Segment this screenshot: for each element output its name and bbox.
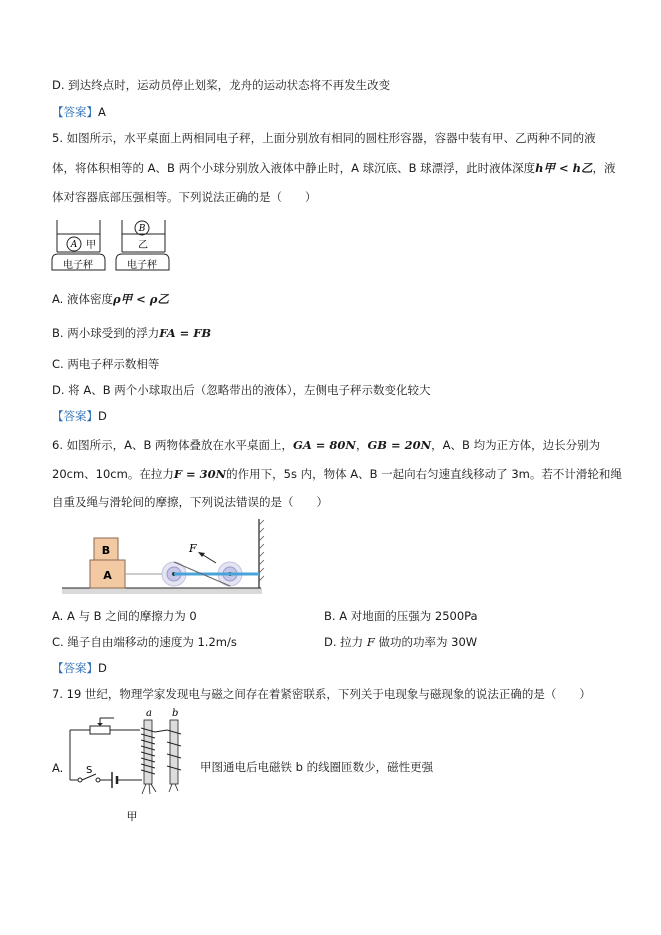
q6-stem-text-end: ，A、B 均为正方体，边长分别为 [431, 438, 601, 452]
block-a-label: A [103, 569, 112, 582]
q5-figure [50, 216, 175, 276]
rheostat [90, 726, 110, 734]
q6-stem-text: 6. 如图所示，A、B 两物体叠放在水平桌面上， [52, 438, 294, 452]
magnet-a-label: a [146, 708, 152, 719]
q6-stem-line3: 自重及绳与滑轮间的摩擦，下列说法错误的是（ ） [52, 495, 328, 509]
figure-caption: 甲 [126, 810, 138, 823]
q7-option-a-label: A. [52, 761, 64, 775]
answer-value: A [98, 105, 106, 119]
q5-answer [52, 408, 107, 424]
magnet-b-label: b [172, 708, 179, 719]
q5-stem-line2 [52, 160, 616, 176]
q6-stem-line2 [52, 466, 622, 482]
answer-value: D [98, 409, 107, 423]
q6-option-d-text: D. 拉力 [324, 635, 367, 649]
ball-a-label: A [70, 240, 78, 250]
q5-option-b-math: FA = FB [159, 326, 212, 340]
q5-option-a-math: ρ甲 < ρ乙 [112, 292, 169, 306]
scale-right-label: 电子秤 [127, 260, 157, 271]
q6-option-d [324, 634, 477, 650]
q5-stem-line3: 体对容器底部压强相等。下列说法正确的是（ ） [52, 190, 317, 204]
block-b-label: B [101, 544, 111, 557]
q6-gb: GB = 20N [367, 438, 432, 452]
q6-option-c: C. 绳子自由端移动的速度为 1.2m/s [52, 635, 237, 649]
force-label: F [189, 542, 197, 555]
liquid-b-label: 乙 [138, 240, 148, 251]
q7-figure [62, 706, 200, 826]
q7-stem: 7. 19 世纪，物理学家发现电与磁之间存在着紧密联系，下列关于电现象与磁现象的说法正确的是（ ） [52, 687, 591, 701]
q5-stem-text-end: ，液 [592, 161, 616, 175]
answer-label: 【答案】 [52, 409, 98, 423]
q7-option-a-text: 甲图通电后电磁铁 b 的线圈匝数少，磁性更强 [200, 760, 434, 774]
q5-option-a [52, 291, 169, 307]
q5-depth-relation: h甲 < h乙 [535, 161, 593, 175]
q6-figure [58, 515, 268, 595]
ball-b-label: B [138, 224, 146, 234]
q4-answer [52, 104, 106, 120]
answer-label: 【答案】 [52, 661, 98, 675]
q6-option-a: A. A 与 B 之间的摩擦力为 0 [52, 609, 197, 623]
q6-option-d-f: F [366, 635, 375, 649]
scale-left-label: 电子秤 [63, 260, 93, 271]
q6-ga: GA = 80N [293, 438, 356, 452]
q6-option-b: B. A 对地面的压强为 2500Pa [324, 609, 478, 623]
q4-option-d: D. 到达终点时，运动员停止划桨，龙舟的运动状态将不再发生改变 [52, 78, 391, 92]
q6-stem-text2: 20cm、10cm。在拉力 [52, 467, 174, 481]
q6-stem-line1 [52, 437, 600, 453]
answer-value: D [98, 661, 107, 675]
q5-option-d: D. 将 A、B 两个小球取出后（忽略带出的液体），左侧电子秤示数变化较大 [52, 383, 431, 397]
q5-stem-line1: 5. 如图所示，水平桌面上两相同电子秤，上面分别放有相同的圆柱形容器，容器中装有甲、乙两种不同的液 [52, 131, 596, 145]
answer-label: 【答案】 [52, 105, 98, 119]
q5-option-b-text: B. 两小球受到的浮力 [52, 326, 160, 340]
q5-option-b [52, 325, 211, 341]
q6-sep: ， [355, 438, 368, 452]
q6-stem-text2-end: 的作用下，5s 内，物体 A、B 一起向右匀速直线移动了 3m。若不计滑轮和绳 [226, 467, 622, 481]
q5-option-c: C. 两电子秤示数相等 [52, 357, 160, 371]
q5-stem-text: 体，将体积相等的 A、B 两个小球分别放入液体中静止时，A 球沉底、B 球漂浮，此时液体深度 [52, 161, 536, 175]
q5-option-a-text: A. 液体密度 [52, 292, 113, 306]
electromagnet-b [170, 720, 178, 784]
q6-answer [52, 660, 107, 676]
q6-option-d-text-end: 做功的功率为 30W [374, 635, 478, 649]
switch-label: S [86, 765, 93, 776]
q6-force: F = 30N [173, 467, 227, 481]
liquid-a-label: 甲 [86, 240, 96, 251]
